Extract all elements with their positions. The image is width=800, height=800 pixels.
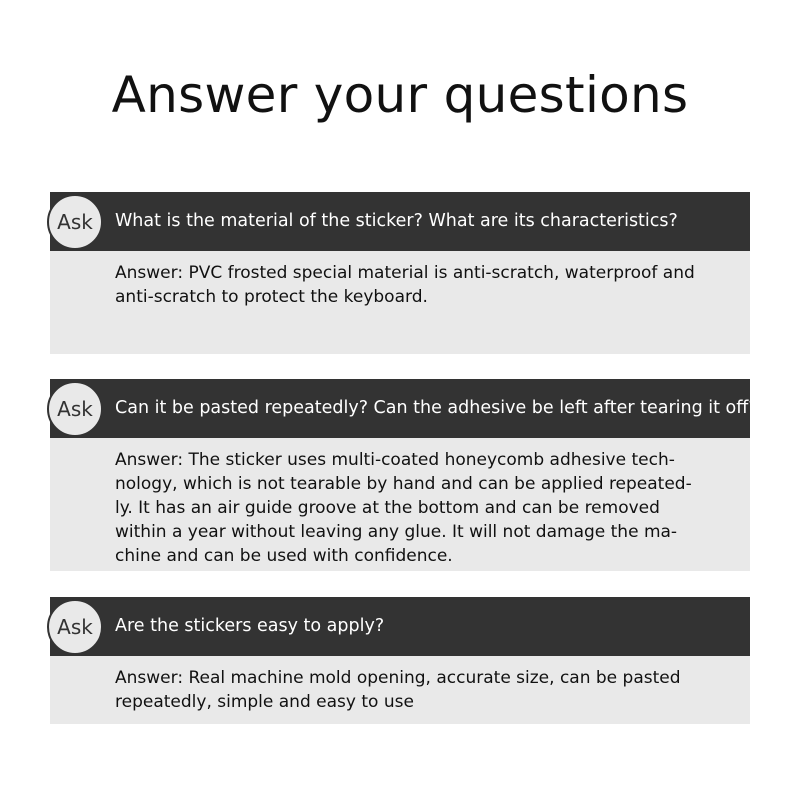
faq-item-1 (50, 192, 750, 354)
question-text: Can it be pasted repeatedly? Can the adhesive be left after tearing it off? (115, 398, 758, 418)
question-text: Are the stickers easy to apply? (115, 616, 385, 636)
answer-box: Answer: Real machine mold opening, accurate size, can be pasted repeatedly, simple and easy to use (50, 656, 750, 724)
ask-badge: Ask (47, 194, 103, 250)
question-text: What is the material of the sticker? What are its characteristics? (115, 211, 678, 231)
question-bar (50, 192, 750, 251)
faq-item-2 (50, 379, 758, 571)
page-title: Answer your questions (111, 66, 689, 124)
faq-item-3 (50, 597, 750, 724)
question-bar (50, 379, 758, 438)
ask-badge: Ask (47, 381, 103, 437)
answer-box: Answer: The sticker uses multi-coated honeycomb adhesive tech- nology, which is not tearable by hand and can be applied repeated- ly. It has an air guide groove at the bottom and can be removed within a year without leaving any glue. It will not damage the ma- chine and can be used with confidence. (50, 438, 750, 571)
ask-badge: Ask (47, 599, 103, 655)
answer-box: Answer: PVC frosted special material is anti-scratch, waterproof and anti-scratch to protect the keyboard. (50, 251, 750, 354)
question-bar (50, 597, 750, 656)
